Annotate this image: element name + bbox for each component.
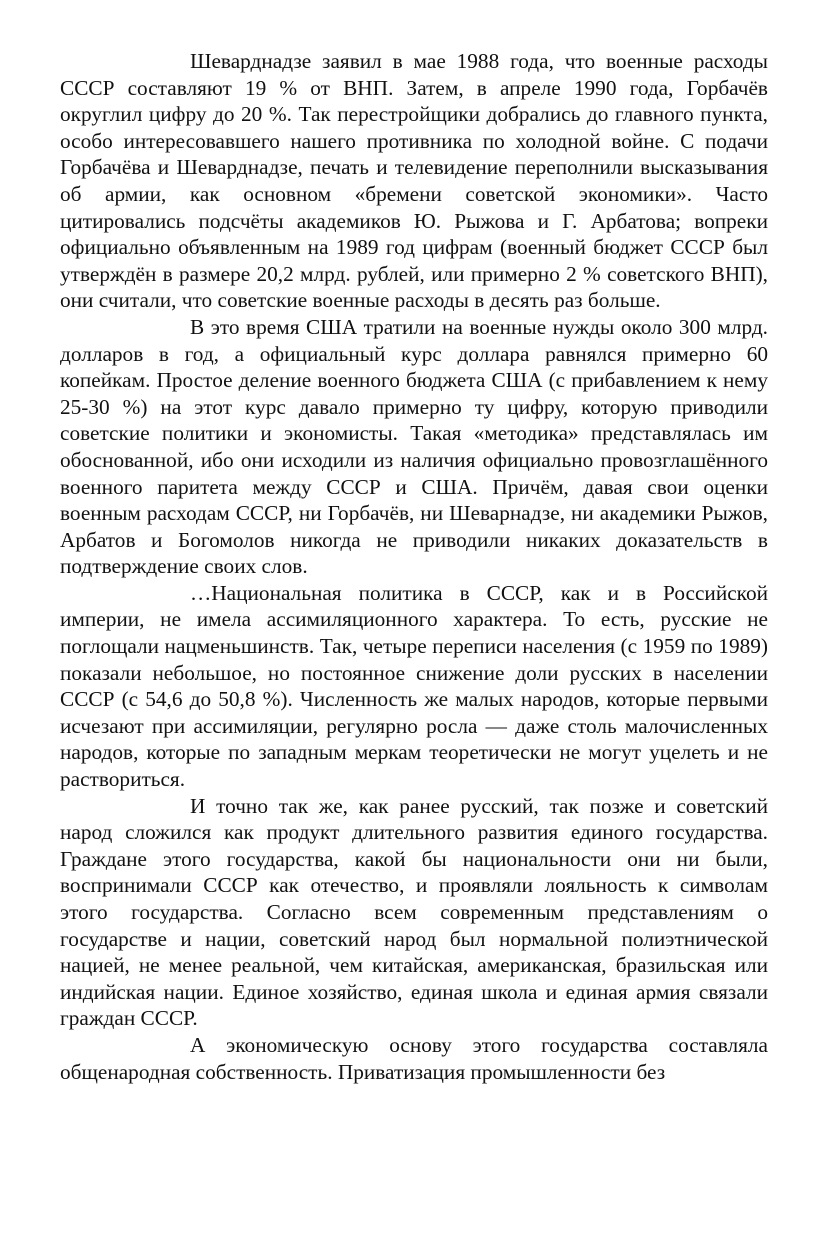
paragraph-soviet-people: И точно так же, как ранее русский, так позже и советский народ сложился как продукт длительного развития единого государства. Граждане этого государства, какой бы национальности они ни были, воспринимали СССР как отечество, и проявляли лояльность к символам этого государства. Согласно всем современным представлениям о государстве и нации, советский народ был нормальной полиэтнической нацией, не менее реальной, чем китайская, американская, бразильская или индийская нации. Единое хозяйство, единая школа и единая армия связали граждан СССР. [60, 793, 768, 1031]
paragraph-economic-basis: А экономическую основу этого государства составляла общенародная собственность. Приватизация промышленности без [60, 1032, 768, 1084]
document-page [60, 48, 768, 1085]
paragraph-national-policy: …Национальная политика в СССР, как и в Российской империи, не имела ассимиляционного характера. То есть, русские не поглощали нацменьшинств. Так, четыре переписи населения (с 1959 по 1989) показали небольшое, но постоянное снижение доли русских в населении СССР (с 54,6 до 50,8 %). Численность же малых народов, которые первыми исчезают при ассимиляции, регулярно росла — даже столь малочисленных народов, которые по западным меркам теоретически не могут уцелеть и не раствориться. [60, 580, 768, 792]
paragraph-us-military-budget: В это время США тратили на военные нужды около 300 млрд. долларов в год, а официальный курс доллара равнялся примерно 60 копейкам. Простое деление военного бюджета США (с прибавлением к нему 25-30 %) на этот курс давало примерно ту цифру, которую приводили советские политики и экономисты. Такая «методика» представлялась им обоснованной, ибо они исходили из наличия официально провозглашённого военного паритета между СССР и США. Причём, давая свои оценки военным расходам СССР, ни Горбачёв, ни Шеварнадзе, ни академики Рыжов, Арбатов и Богомолов никогда не приводили никаких доказательств в подтверждение своих слов. [60, 314, 768, 579]
paragraph-military-spending-claims: Шеварднадзе заявил в мае 1988 года, что военные расходы СССР составляют 19 % от ВНП. Затем, в апреле 1990 года, Горбачёв округлил цифру до 20 %. Так перестройщики добрались до главного пункта, особо интересовавшего нашего противника по холодной войне. С подачи Горбачёва и Шеварднадзе, печать и телевидение переполнили высказывания об армии, как основном «бремени советской экономики». Часто цитировались подсчёты академиков Ю. Рыжова и Г. Арбатова; вопреки официально объявленным на 1989 год цифрам (военный бюджет СССР был утверждён в размере 20,2 млрд. рублей, или примерно 2 % советского ВНП), они считали, что советские военные расходы в десять раз больше. [60, 49, 768, 313]
